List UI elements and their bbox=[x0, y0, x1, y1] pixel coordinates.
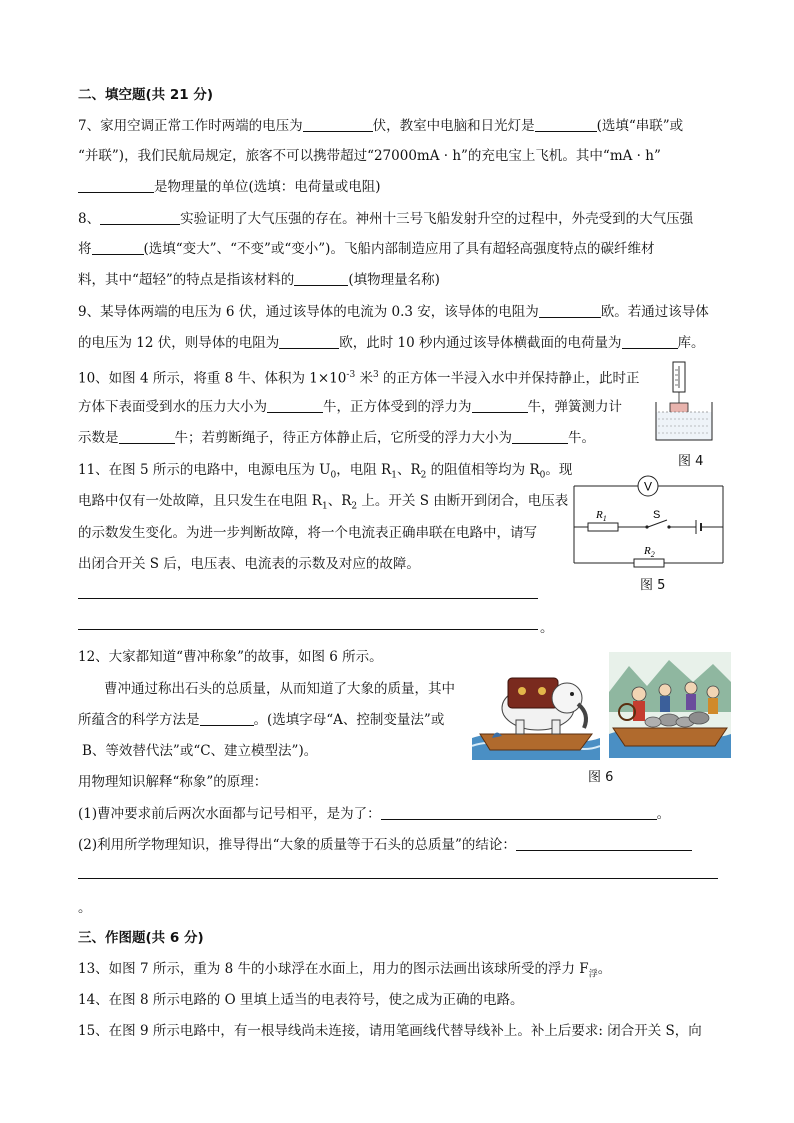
person bbox=[632, 687, 646, 701]
switch-label: S bbox=[653, 509, 661, 521]
q15-text: 15、在图 9 所示电路中，有一根导线尚未连接，请用笔画线代替导线补上。补上后要求: 闭合开关 S，向 bbox=[78, 1023, 702, 1039]
r2-label: $R_2$ bbox=[644, 545, 655, 559]
q12-line-7: (2)利用所学物理知识，推导得出“大象的质量等于石头的总质量”的结论： bbox=[78, 836, 692, 854]
q7-line-1: 7、家用空调正常工作时两端的电压为 伏，教室中电脑和日光灯是 (选填“串联”或 bbox=[78, 118, 684, 134]
q14-text: 14、在图 8 所示电路的 O 里填上适当的电表符号，使之成为正确的电路。 bbox=[78, 992, 524, 1008]
q12-line-4: B、等效替代法”或“C、建立模型法”)。 bbox=[82, 743, 318, 759]
answer-blank[interactable] bbox=[100, 211, 180, 225]
section-2-title: 二、填空题(共 21 分) bbox=[78, 87, 214, 103]
person bbox=[707, 686, 719, 698]
q12-line-3: 所蕴含的科学方法是 。(选填字母“A、控制变量法”或 bbox=[78, 712, 445, 728]
answer-blank[interactable] bbox=[381, 806, 657, 820]
answer-line[interactable] bbox=[78, 598, 538, 599]
voltmeter-label: V bbox=[643, 479, 653, 494]
answer-blank[interactable] bbox=[92, 241, 144, 255]
q12-line-2: 曹冲通过称出石头的总质量，从而知道了大象的质量，其中 bbox=[104, 681, 455, 697]
figure-4-spring-scale-diagram bbox=[652, 360, 716, 442]
q9-line-2: 的电压为 12 伏，则导体的电阻为 欧，此时 10 秒内通过该导体横截面的电荷量为 库。 bbox=[78, 335, 705, 351]
q10-line-1: 10、如图 4 所示，将重 8 牛、体积为 $1\times 10^{-3}$ 米$^3$ 的正方体一半浸入水中并保持静止，此时正 bbox=[78, 370, 640, 387]
figure-6-caption: 图 6 bbox=[588, 770, 614, 785]
answer-line[interactable] bbox=[78, 878, 718, 879]
resistor-r2 bbox=[634, 559, 664, 567]
q12-line-1: 12、大家都知道“曹冲称象”的故事，如图 6 所示。 bbox=[78, 649, 383, 665]
q11-line-2: 电路中仅有一处故障，且只发生在电阻 $R_1$、$R_2$ 上。开关 S 由断开到闭合，电压表 bbox=[78, 493, 569, 512]
answer-blank[interactable] bbox=[622, 335, 678, 349]
answer-blank[interactable] bbox=[535, 118, 597, 132]
answer-blank[interactable] bbox=[294, 272, 348, 286]
stone bbox=[645, 717, 661, 727]
figure-5-circuit-diagram bbox=[568, 470, 728, 572]
q7-line-2: “并联”)，我们民航局规定，旅客不可以携带超过“27000mA · h”的充电宝上飞机。其中“mA · h” bbox=[78, 148, 661, 164]
answer-blank[interactable] bbox=[472, 399, 528, 413]
q12-line-5: 用物理知识解释“称象”的原理： bbox=[78, 774, 268, 790]
q10-line-2: 方体下表面受到水的压力大小为 牛，正方体受到的浮力为 牛，弹簧测力计 bbox=[78, 399, 622, 415]
q11-line-4: 出闭合开关 S 后，电压表、电流表的示数及对应的故障。 bbox=[78, 556, 420, 572]
q8-line-1: 8、 实验证明了大气压强的存在。神州十三号飞船发射升空的过程中，外壳受到的大气压强 bbox=[78, 211, 694, 227]
q8-line-2: 将 (选填“变大”、“不变”或“变小”)。飞船内部制造应用了具有超轻高强度特点的碳纤维材 bbox=[78, 241, 655, 257]
person bbox=[685, 682, 697, 694]
q8-line-3: 料，其中“超轻”的特点是指该材料的 (填物理量名称) bbox=[78, 272, 440, 288]
q11-line-3: 的示数发生变化。为进一步判断故障，将一个电流表正确串联在电路中，请写 bbox=[78, 525, 537, 541]
answer-blank[interactable] bbox=[516, 837, 692, 851]
figure-5-caption: 图 5 bbox=[640, 578, 666, 593]
q10-line-3: 示数是 牛；若剪断绳子，待正方体静止后，它所受的浮力大小为 牛。 bbox=[78, 430, 595, 446]
section-3-title: 三、作图题(共 6 分) bbox=[78, 930, 204, 946]
boat bbox=[613, 728, 727, 746]
elephant-saddle-cloth bbox=[508, 678, 558, 708]
person bbox=[659, 684, 671, 696]
stone bbox=[689, 712, 709, 724]
q9-line-1: 9、某导体两端的电压为 6 伏，通过该导体的电流为 0.3 安，该导体的电阻为 欧。若通过该导体 bbox=[78, 304, 709, 320]
q11-line-1: 11、在图 5 所示的电路中，电源电压为 $U_0$，电阻 $R_1$、$R_2$ 的阻值相等均为 $R_0$。现 bbox=[78, 462, 573, 481]
resistor-r1 bbox=[588, 523, 618, 531]
switch-s bbox=[648, 520, 667, 527]
answer-line[interactable] bbox=[78, 629, 538, 630]
q12-line-6: (1)曹冲要求前后两次水面都与记号相平，是为了： 。 bbox=[78, 806, 671, 822]
q7-line-3: 是物理量的单位(选填：电荷量或电阻) bbox=[78, 178, 381, 196]
answer-blank[interactable] bbox=[267, 399, 323, 413]
figure-6-elephant-boat-illustration bbox=[472, 658, 600, 760]
figure-6-stones-boat-illustration bbox=[609, 652, 731, 758]
answer-blank[interactable] bbox=[119, 430, 175, 444]
answer-blank[interactable] bbox=[539, 304, 601, 318]
stone bbox=[659, 714, 679, 726]
answer-blank[interactable] bbox=[303, 118, 373, 132]
answer-blank[interactable] bbox=[200, 712, 254, 726]
figure-4-caption: 图 4 bbox=[678, 454, 704, 469]
answer-blank[interactable] bbox=[78, 179, 154, 193]
q13-text: 13、如图 7 所示，重为 8 牛的小球浮在水面上，用力的图示法画出该球所受的浮力 $F_浮$。 bbox=[78, 961, 612, 980]
r1-label: $R_1$ bbox=[596, 509, 607, 523]
q11-end-period: 。 bbox=[540, 620, 554, 636]
answer-blank[interactable] bbox=[512, 430, 568, 444]
q12-end-period: 。 bbox=[78, 900, 92, 916]
answer-blank[interactable] bbox=[279, 335, 339, 349]
